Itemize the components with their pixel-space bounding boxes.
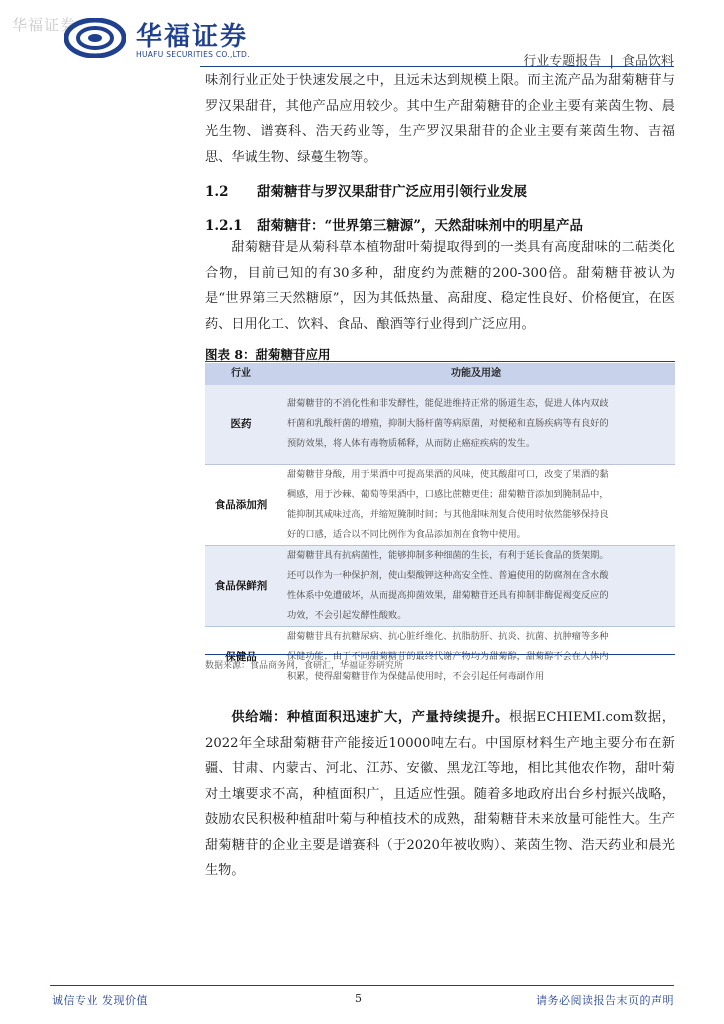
table-text-line: 甜菊糖苷的不消化性和非发酵性，能促进维持正常的肠道生态，促进人体内双歧 (287, 398, 609, 410)
section-number: 1.2 (205, 184, 229, 200)
table-text-line: 功效，不会引起发酵性酸败。 (287, 609, 407, 621)
supply-lead: 供给端：种植面积迅速扩大，产量持续提升。 (231, 710, 509, 725)
supply-paragraph (205, 705, 675, 884)
stevia-application-table (205, 363, 675, 688)
logo-english-name: HUAFU SECURITIES CO.,LTD. (136, 50, 250, 59)
table-text-line: 预防效果，将人体有毒物质稀释，从而防止癌症疾病的发生。 (287, 438, 536, 450)
supply-body: 根据ECHIEMI.com数据，2022年全球甜菊糖苷产能接近10000吨左右。中国原材料生产地主要分布在新疆、甘肃、内蒙古、河北、江苏、安徽、黑龙江等地，相比其他农作物，甜叶菊对土壤要求不高，种植面积广，且适应性强。随着多地政府出台乡村振兴战略，鼓励农民积极种植甜叶菊与种植技术的成熟，甜菊糖苷未来放量可能性大。生产甜菊糖苷的企业主要是谱赛科（于2020年被收购）、莱茵生物、浩天药业和晨光生物。 (205, 710, 675, 878)
figure-title: 图表 8：甜菊糖苷应用 (205, 347, 331, 362)
table-cell-function (277, 626, 675, 688)
table-cell-industry: 食品保鲜剂 (205, 545, 277, 626)
company-logo (64, 14, 264, 64)
figure-bottom-rule (205, 654, 675, 655)
footer-slogan: 诚信专业 发现价值 (52, 994, 148, 1007)
footer-divider (50, 985, 674, 986)
table-text-line: 杆菌和乳酸杆菌的增殖，抑制大肠杆菌等病原菌，对便秘和直肠疾病等有良好的 (287, 418, 609, 430)
header-divider (200, 66, 674, 67)
watermark-text: 华福证券 (12, 16, 77, 34)
logo-chinese-name: 华福证券 (136, 22, 249, 52)
table-row (205, 464, 675, 545)
table-cell-industry: 医药 (205, 385, 277, 464)
table-row (205, 545, 675, 626)
table-text-line: 甜菊糖苷具有抗糖尿病、抗心脏纤维化、抗脂肪肝、抗炎、抗菌、抗肿瘤等多种 (287, 631, 609, 643)
table-text-line: 稠感，用于沙棘、葡萄等果酒中，口感比蔗糖更佳；甜菊糖苷添加到腌制品中， (287, 488, 609, 500)
table-text-line: 甜菊糖苷身酸，用于果酒中可提高果酒的风味，使其酸甜可口，改变了果酒的黏 (287, 468, 609, 480)
section-heading-1-2-1 (205, 214, 583, 234)
section-title: 甜菊糖苷：“世界第三糖源”，天然甜味剂中的明星产品 (257, 218, 584, 234)
table-text-line: 还可以作为一种保护剂，使山梨酸钾这种高安全性、普遍使用的防腐剂在含水酸 (287, 569, 609, 581)
page-number: 5 (355, 992, 362, 1005)
table-text-line: 保健功能；由于不同甜菊糖苷的最终代谢产物均为甜菊醇，甜菊醇不会在人体内 (287, 651, 609, 663)
header-separator: | (609, 54, 614, 69)
table-text-line: 甜菊糖苷具有抗病菌性，能够抑制多种细菌的生长，有利于延长食品的货架期。 (287, 549, 609, 561)
table-header-row (205, 363, 675, 385)
table-header-function: 功能及用途 (277, 363, 675, 385)
header-sector: 食品饮料 (621, 54, 674, 69)
footer-disclaimer: 请务必阅读报告末页的声明 (536, 994, 674, 1007)
table-row (205, 626, 675, 688)
section-number: 1.2.1 (205, 218, 243, 234)
table-text-line: 能抑制其咸味过高，并缩短腌制时间；与其他甜味剂复合使用时依然能够保持良 (287, 508, 609, 520)
table-text-line: 性体系中免遭破坏，从而提高抑菌效果，甜菊糖苷还具有抑制非酶促褐变反应的 (287, 589, 609, 601)
section-title: 甜菊糖苷与罗汉果甜苷广泛应用引领行业发展 (257, 184, 527, 200)
table-header-industry: 行业 (205, 363, 277, 385)
table-cell-industry: 保健品 (225, 651, 257, 664)
figure-source: 数据来源：食品商务网，食研汇，华福证券研究所 (205, 661, 404, 671)
section-heading-1-2 (205, 180, 527, 200)
logo-swirl-icon (64, 18, 126, 58)
table-cell-function (277, 464, 675, 545)
header-category: 行业专题报告 (523, 54, 602, 69)
intro-paragraph: 味剂行业正处于快速发展之中，且远未达到规模上限。而主流产品为甜菊糖苷与罗汉果甜苷，其他产品应用较少。其中生产甜菊糖苷的企业主要有莱茵生物、晨光生物、谱赛科、浩天药业等，生产罗汉果甜苷的企业主要有莱茵生物、吉福思、华诚生物、绿蔓生物等。 (205, 73, 675, 165)
table-cell-function (277, 545, 675, 626)
figure-top-rule (205, 361, 675, 362)
table-row (205, 385, 675, 464)
table-cell-function (277, 385, 675, 464)
stevia-paragraph: 甜菊糖苷是从菊科草本植物甜叶菊提取得到的一类具有高度甜味的二萜类化合物，目前已知的有30多种，甜度约为蔗糖的200-300倍。甜菊糖苷被认为是“世界第三天然糖原”，因为其低热量、高甜度、稳定性良好、价格便宜，在医药、日用化工、饮料、食品、酿酒等行业得到广泛应用。 (205, 240, 675, 332)
table-text-line: 好的口感，适合以不同比例作为食品添加剂在食物中使用。 (287, 528, 526, 540)
table-text-line: 积累，使得甜菊糖苷作为保健品使用时，不会引起任何毒副作用 (287, 671, 545, 683)
table-cell-industry: 食品添加剂 (205, 464, 277, 545)
